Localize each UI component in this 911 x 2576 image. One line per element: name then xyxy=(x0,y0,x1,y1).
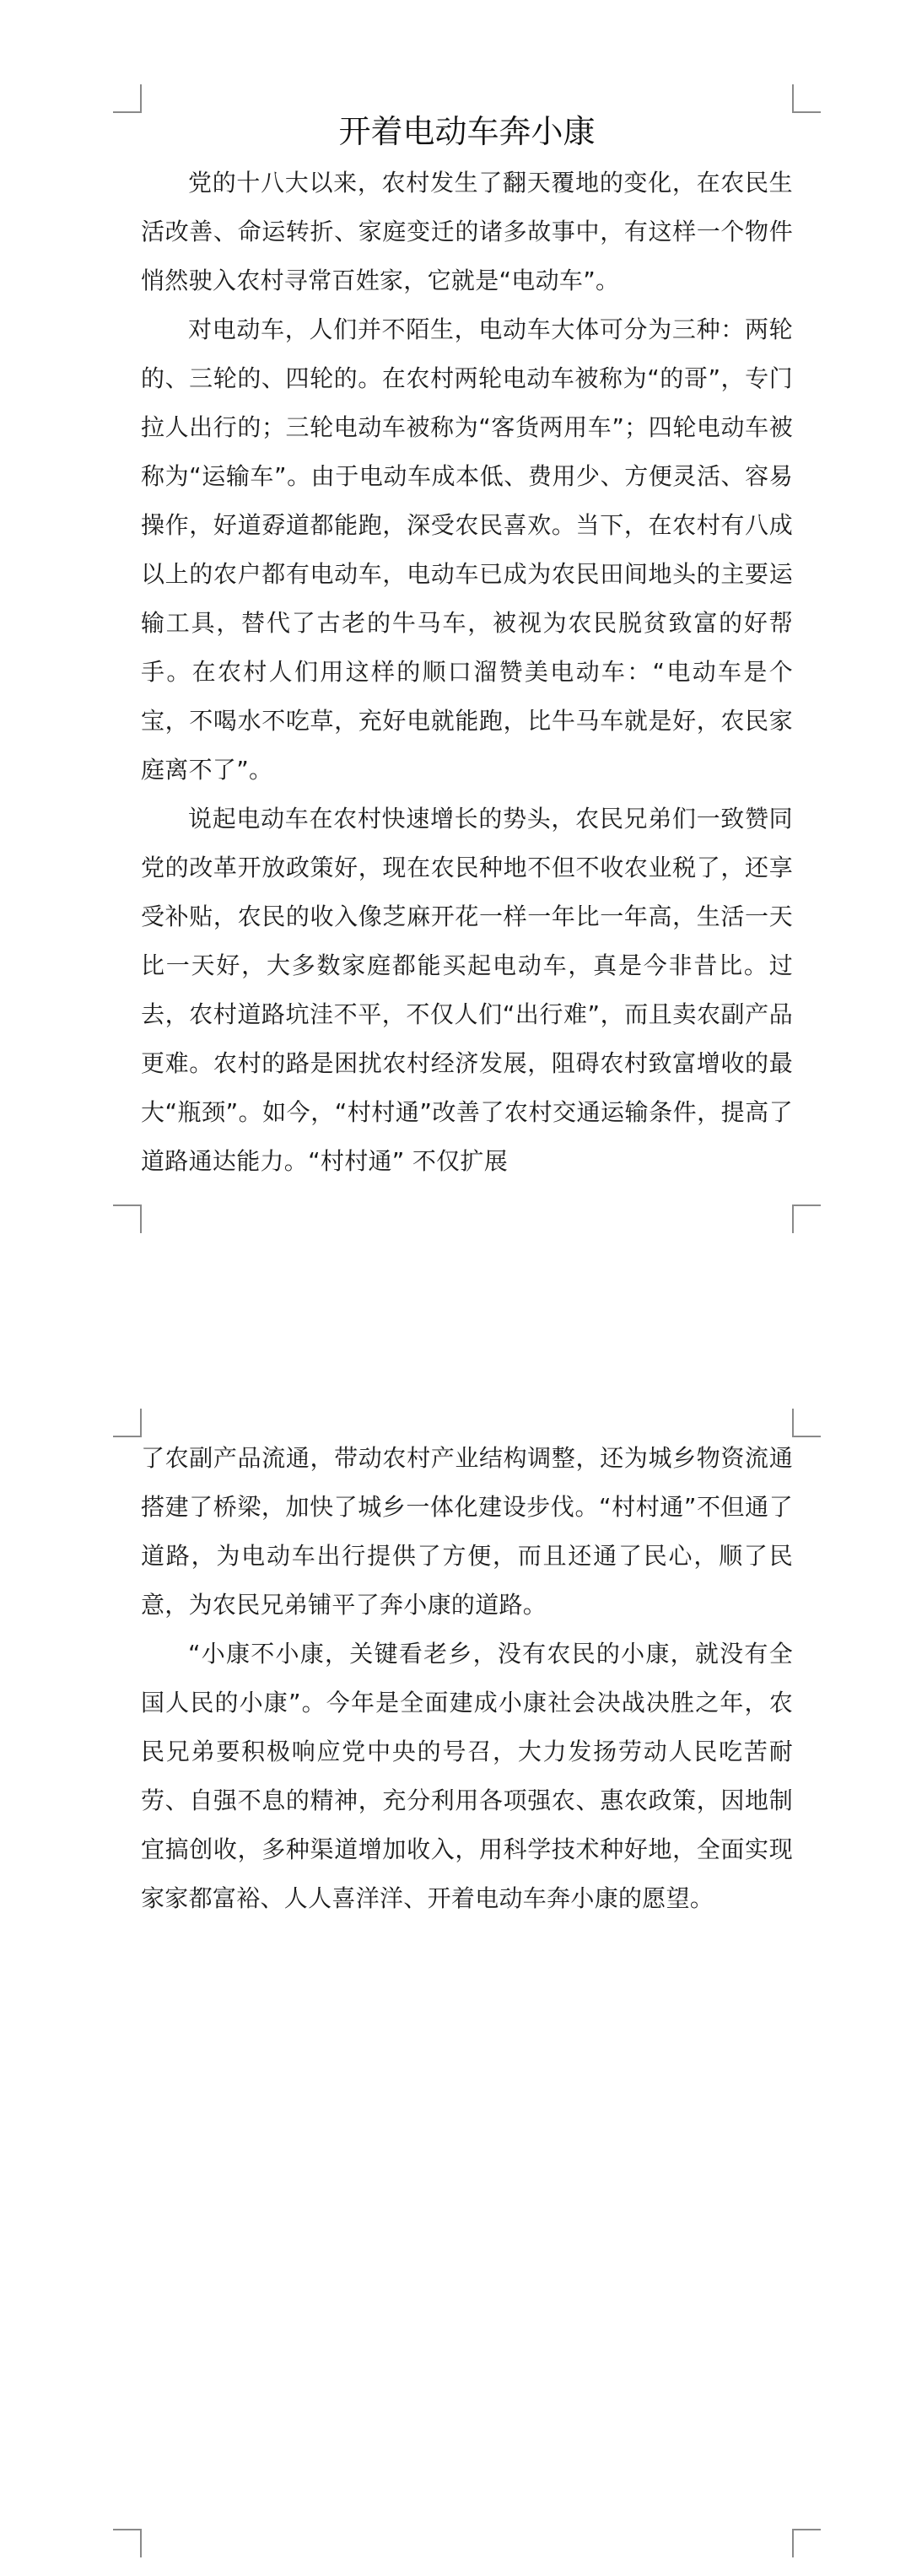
paragraph-3-continuation: 了农副产品流通，带动农村产业结构调整，还为城乡物资流通搭建了桥梁，加快了城乡一体化建设步伐。“村村通”不但通了道路，为电动车出行提供了方便，而且还通了民心，顺了民意，为农民兄弟铺平了奔小康的道路。 xyxy=(141,1444,793,1619)
crop-mark-top-right xyxy=(792,84,821,113)
crop-mark-bottom-left xyxy=(113,2529,142,2557)
crop-mark-top-left xyxy=(113,1409,142,1437)
crop-mark-bottom-left xyxy=(113,1204,142,1233)
crop-mark-top-right xyxy=(792,1409,821,1437)
crop-mark-bottom-right xyxy=(792,2529,821,2557)
paragraph-1: 党的十八大以来，农村发生了翻天覆地的变化，在农民生活改善、命运转折、家庭变迁的诸多故事中，有这样一个物件悄然驶入农村寻常百姓家，它就是“电动车”。 xyxy=(141,169,793,294)
paragraph-3: 说起电动车在农村快速增长的势头，农民兄弟们一致赞同党的改革开放政策好，现在农民种地不但不收农业税了，还享受补贴，农民的收入像芝麻开花一样一年比一年高，生活一天比一天好，大多数家庭都能买起电动车，真是今非昔比。过去，农村道路坑洼不平，不仅人们“出行难”，而且卖农副产品更难。农村的路是困扰农村经济发展，阻碍农村致富增收的最大“瓶颈”。如今，“村村通”改善了农村交通运输条件，提高了道路通达能力。“村村通” 不仅扩展 xyxy=(141,805,793,1175)
document-title: 开着电动车奔小康 xyxy=(338,113,596,150)
crop-mark-bottom-right xyxy=(792,1204,821,1233)
crop-mark-top-left xyxy=(113,84,142,113)
paragraph-4: “小康不小康，关键看老乡，没有农民的小康，就没有全国人民的小康”。今年是全面建成小康社会决战决胜之年，农民兄弟要积极响应党中央的号召，大力发扬劳动人民吃苦耐劳、自强不息的精神，充分利用各项强农、惠农政策，因地制宜搞创收，多种渠道增加收入，用科学技术种好地，全面实现家家都富裕、人人喜洋洋、开着电动车奔小康的愿望。 xyxy=(141,1640,793,1912)
page-1 xyxy=(0,0,911,1231)
page-1-body xyxy=(141,159,793,1186)
page-2 xyxy=(0,1409,911,2576)
page-2-body xyxy=(141,1434,793,1923)
paragraph-2: 对电动车，人们并不陌生，电动车大体可分为三种：两轮的、三轮的、四轮的。在农村两轮电动车被称为“的哥”，专门拉人出行的；三轮电动车被称为“客货两用车”；四轮电动车被称为“运输车”。由于电动车成本低、费用少、方便灵活、容易操作，好道孬道都能跑，深受农民喜欢。当下，在农村有八成以上的农户都有电动车，电动车已成为农民田间地头的主要运输工具，替代了古老的牛马车，被视为农民脱贫致富的好帮手。在农村人们用这样的顺口溜赞美电动车：“电动车是个宝，不喝水不吃草，充好电就能跑，比牛马车就是好，农民家庭离不了”。 xyxy=(141,315,793,784)
